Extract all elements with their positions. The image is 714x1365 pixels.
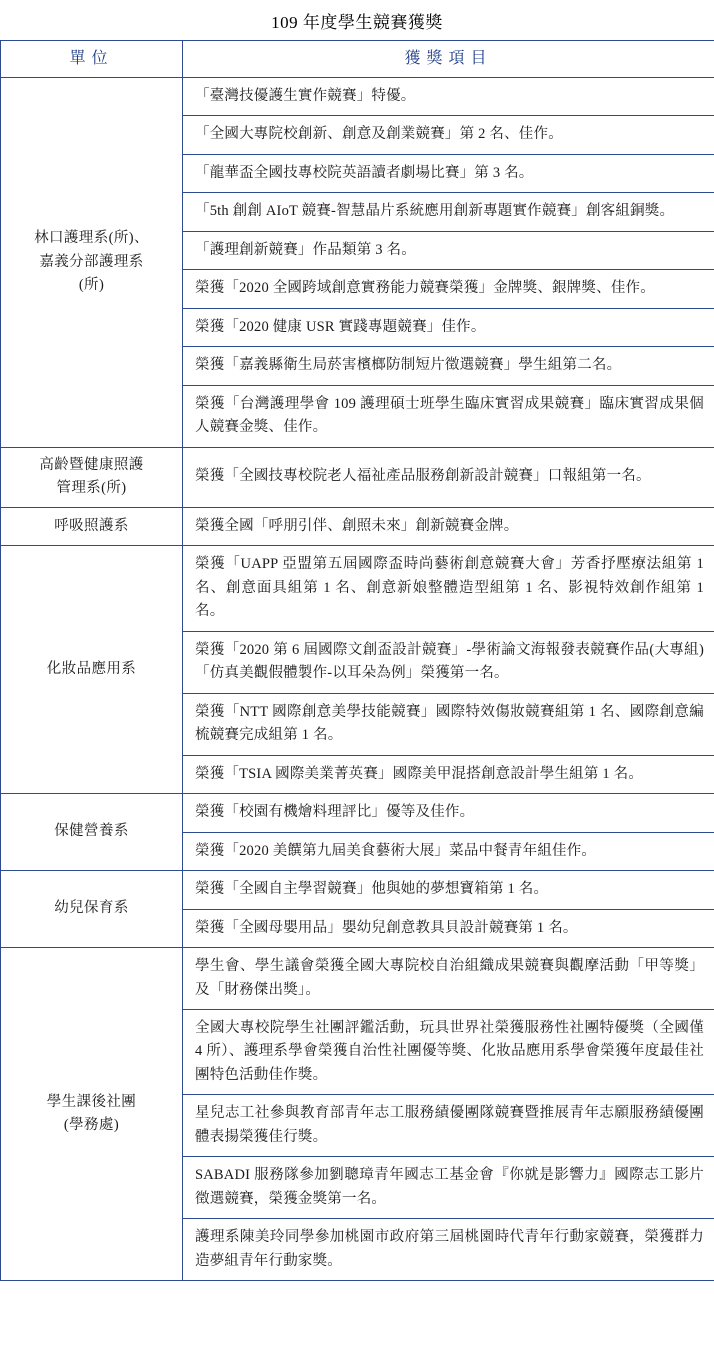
column-header-item: 獲獎項目 [183,41,714,78]
award-item: 榮獲「2020 健康 USR 實踐專題競賽」佳作。 [183,308,714,346]
award-item: 榮獲「2020 第 6 屆國際文創盃設計競賽」-學術論文海報發表競賽作品(大專組) 「仿真美觀假體製作-以耳朵為例」榮獲第一名。 [183,631,714,693]
table-row [1,447,714,507]
unit-cell [1,507,183,545]
unit-cell [1,871,183,948]
table-row [1,871,714,909]
award-item: 護理系陳美玲同學參加桃園市政府第三屆桃園時代青年行動家競賽，榮獲群力造夢組青年行動家獎。 [183,1219,714,1281]
award-item: 「5th 創創 AIoT 競賽-智慧晶片系統應用創新專題實作競賽」創客組銅獎。 [183,193,714,231]
award-item: 榮獲「台灣護理學會 109 護理碩士班學生臨床實習成果競賽」臨床實習成果個人競賽金獎、佳作。 [183,385,714,447]
unit-label-line: 學生課後社團 [46,1093,137,1110]
unit-label-line: 嘉義分部護理系 [39,253,144,270]
award-item: 榮獲「NTT 國際創意美學技能競賽」國際特效傷妝競賽組第 1 名、國際創意編梳競賽完成組第 1 名。 [183,693,714,755]
award-item: 「護理創新競賽」作品類第 3 名。 [183,231,714,269]
unit-label-line: 管理系(所) [56,480,127,497]
award-item: 榮獲「校園有機燴料理評比」優等及佳作。 [183,794,714,832]
table-row [1,546,714,631]
table-row [1,948,714,1010]
unit-cell [1,447,183,507]
unit-label-line: 林口護理系(所)、 [34,230,149,247]
unit-cell [1,546,183,794]
award-item: 榮獲「嘉義縣衛生局菸害檳榔防制短片徵選競賽」學生組第二名。 [183,347,714,385]
unit-label-line: 幼兒保育系 [54,900,129,917]
table-body [1,77,714,1280]
award-item: 榮獲「2020 全國跨域創意實務能力競賽榮獲」金牌獎、銀牌獎、佳作。 [183,270,714,308]
table-header-row [1,41,714,78]
award-item: 榮獲「全國技專校院老人福祉產品服務創新設計競賽」口報組第一名。 [183,447,714,507]
award-item: 榮獲「全國母嬰用品」嬰幼兒創意教具貝設計競賽第 1 名。 [183,909,714,947]
award-item: 學生會、學生議會榮獲全國大專院校自治組織成果競賽與觀摩活動「甲等獎」及「財務傑出獎」。 [183,948,714,1010]
award-item: 榮獲「TSIA 國際美業菁英賽」國際美甲混搭創意設計學生組第 1 名。 [183,755,714,793]
award-item: 榮獲全國「呼朋引伴、創照未來」創新競賽金牌。 [183,507,714,545]
award-item: 榮獲「全國自主學習競賽」他與她的夢想寶箱第 1 名。 [183,871,714,909]
award-table [0,40,714,1281]
award-item: 榮獲「UAPP 亞盟第五屆國際盃時尚藝術創意競賽大會」芳香抒壓療法組第 1 名、創意面具組第 1 名、創意新娘整體造型組第 1 名、影視特效創作組第 1 名。 [183,546,714,631]
unit-label-line: 呼吸照護系 [54,517,129,534]
award-item: 星兒志工社參與教育部青年志工服務績優團隊競賽暨推展青年志願服務績優團體表揚榮獲佳行獎。 [183,1095,714,1157]
page-title: 109 年度學生競賽獲獎 [271,13,443,32]
table-row [1,507,714,545]
award-item: 「臺灣技優護生實作競賽」特優。 [183,77,714,115]
unit-cell [1,948,183,1281]
unit-label-line: 保健營養系 [54,823,129,840]
award-item: 「龍華盃全國技專校院英語讀者劇場比賽」第 3 名。 [183,154,714,192]
unit-label-line: 化妝品應用系 [46,660,137,677]
award-item: SABADI 服務隊參加劉聰璋青年國志工基金會『你就是影響力』國際志工影片徵選競賽，榮獲金獎第一名。 [183,1157,714,1219]
table-row [1,77,714,115]
award-item: 榮獲「2020 美饌第九屆美食藝術大展」菜品中餐青年組佳作。 [183,832,714,870]
unit-cell [1,794,183,871]
table-header [1,41,714,78]
award-item: 全國大專校院學生社團評鑑活動，玩具世界社榮獲服務性社團特優獎（全國僅 4 所）、護理系學會榮獲自治性社團優等獎、化妝品應用系學會榮獲年度最佳社團特色活動佳作獎。 [183,1009,714,1094]
unit-label-line: (學務處) [63,1117,120,1134]
column-header-unit: 單位 [1,41,183,78]
award-item: 「全國大專院校創新、創意及創業競賽」第 2 名、佳作。 [183,116,714,154]
unit-label-line: (所) [78,277,105,294]
table-row [1,794,714,832]
unit-cell [1,77,183,447]
unit-label-line: 高齡暨健康照護 [39,456,144,473]
